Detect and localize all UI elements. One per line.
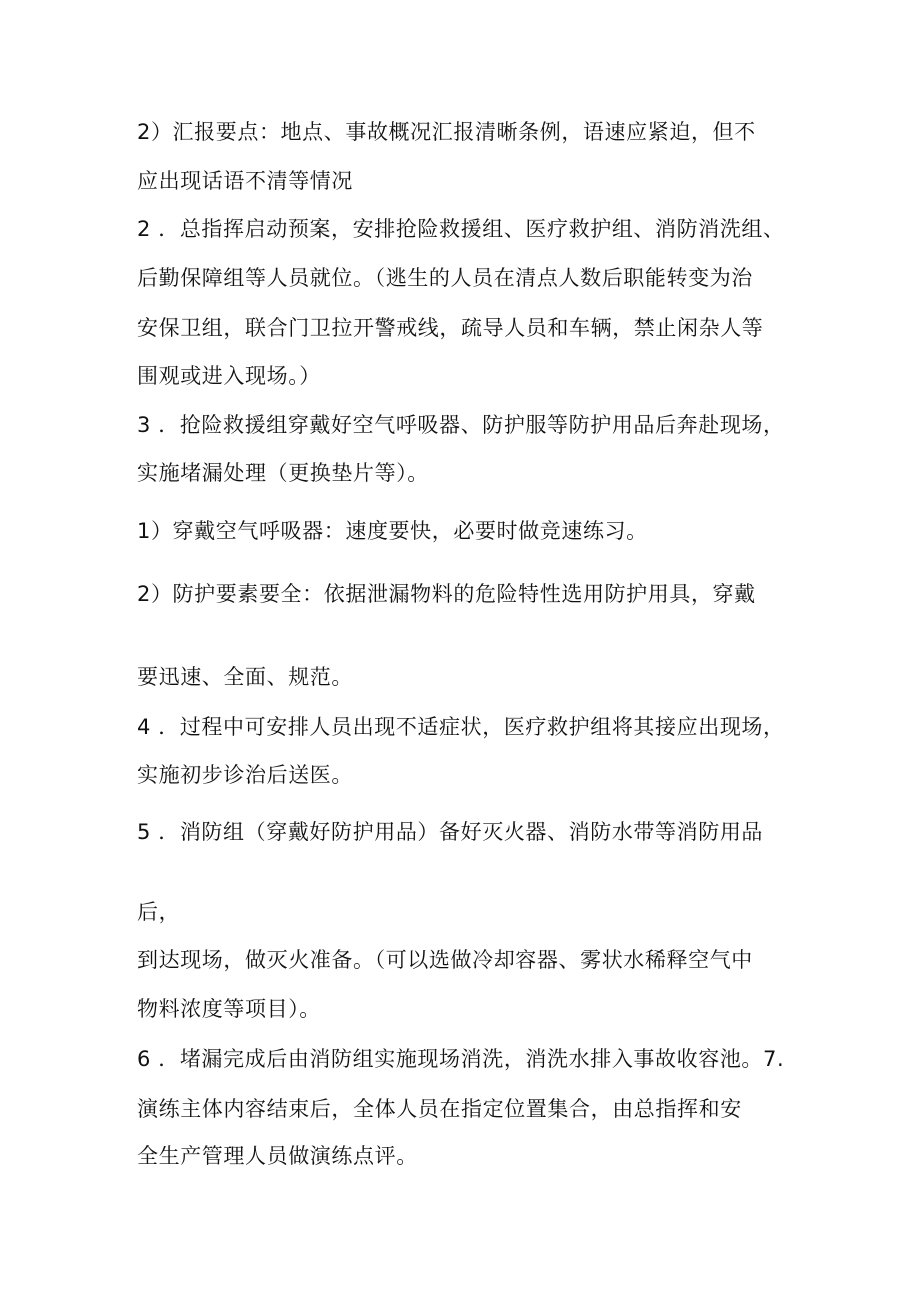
- text-line: 实施初步诊治后送医。: [137, 763, 353, 787]
- text-line: 应出现话语不清等情况: [137, 169, 353, 193]
- text-line: 后勤保障组等人员就位。（逃生的人员在清点人数后职能转变为治: [137, 266, 753, 290]
- text-line: 后，: [137, 900, 181, 924]
- text-line: 6 ．堵漏完成后由消防组实施现场消洗，消洗水排入事故收容池。7.: [137, 1047, 785, 1071]
- text-line: 3 ．抢险救援组穿戴好空气呼吸器、防护服等防护用品后奔赴现场，: [137, 413, 785, 437]
- text-line: 1）穿戴空气呼吸器：速度要快，必要时做竞速练习。: [137, 519, 648, 543]
- text-line: 围观或进入现场。）: [137, 364, 321, 388]
- text-line: 2）防护要素要全：依据泄漏物料的危险特性选用防护用具，穿戴: [137, 582, 756, 606]
- text-line: 要迅速、全面、规范。: [137, 665, 353, 689]
- text-line: 全生产管理人员做演练点评。: [137, 1144, 418, 1168]
- text-line: 实施堵漏处理（更换垫片等）。: [137, 461, 429, 485]
- text-line: 物料浓度等项目）。: [137, 997, 321, 1021]
- text-line: 到达现场，做灭火准备。（可以选做冷却容器、雾状水稀释空气中: [137, 948, 753, 972]
- text-line: 演练主体内容结束后，全体人员在指定位置集合，由总指挥和安: [137, 1097, 742, 1121]
- text-line: 2）汇报要点：地点、事故概况汇报清晰条例，语速应紧迫，但不: [137, 120, 756, 144]
- text-line: 4 ．过程中可安排人员出现不适症状，医疗救护组将其接应出现场，: [137, 715, 785, 739]
- text-line: 5 ．消防组（穿戴好防护用品）备好灭火器、消防水带等消防用品: [137, 820, 764, 844]
- text-line: 安保卫组，联合门卫拉开警戒线，疏导人员和车辆，禁止闲杂人等: [137, 316, 764, 340]
- text-line: 2 ．总指挥启动预案，安排抢险救援组、医疗救护组、消防消洗组、: [137, 217, 785, 241]
